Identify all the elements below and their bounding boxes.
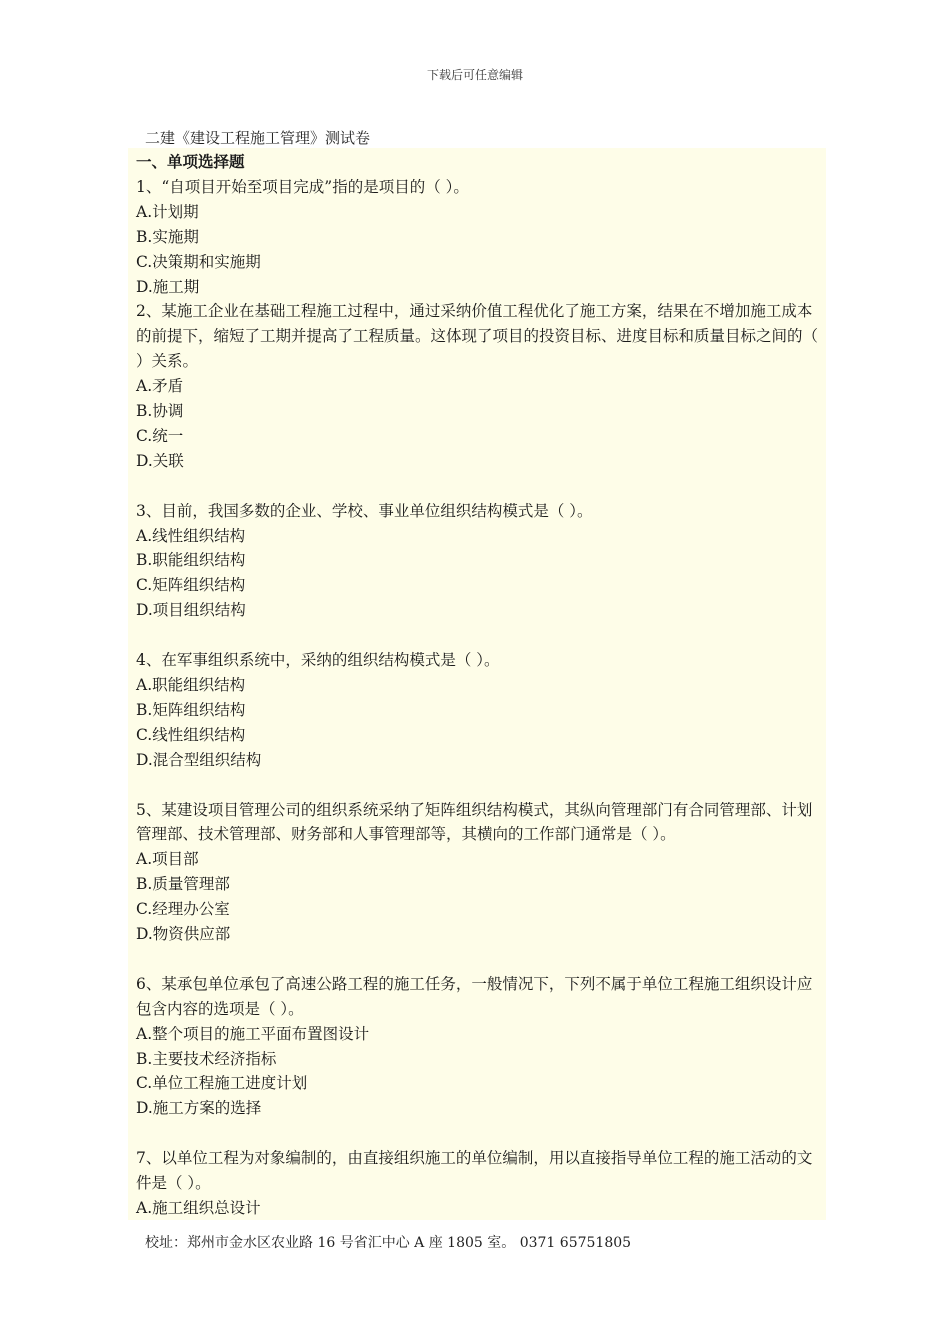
question-stem: 1、“自项目开始至项目完成”指的是项目的（ ）。 [136, 177, 469, 196]
option-b: B.质量管理部 [136, 875, 230, 894]
spacer [136, 773, 818, 798]
question-2 [136, 299, 818, 473]
question-7 [136, 1146, 818, 1221]
spacer [136, 947, 818, 972]
option-d: D.关联 [136, 451, 184, 470]
option-a: A.计划期 [136, 202, 199, 221]
option-c: C.线性组织结构 [136, 725, 246, 744]
question-stem: 4、在军事组织系统中，采纳的组织结构模式是（ ）。 [136, 651, 500, 670]
question-stem: 6、某承包单位承包了高速公路工程的施工任务，一般情况下，下列不属于单位工程施工组织设计应包含内容的选项是（ ）。 [136, 974, 813, 1018]
page-header: 下载后可任意编辑 [426, 68, 523, 82]
section-title: 一、单项选择题 [136, 152, 245, 171]
spacer [136, 1121, 818, 1146]
option-c: C.决策期和实施期 [136, 252, 261, 271]
question-content [128, 148, 826, 1220]
question-3 [136, 499, 818, 624]
option-c: C.经理办公室 [136, 900, 230, 919]
option-c: C.统一 [136, 426, 184, 445]
question-4 [136, 648, 818, 773]
option-a: A.项目部 [136, 850, 199, 869]
option-d: D.物资供应部 [136, 925, 231, 944]
spacer [136, 623, 818, 648]
option-b: B.协调 [136, 402, 184, 421]
question-5 [136, 798, 818, 947]
question-stem: 3、目前，我国多数的企业、学校、事业单位组织结构模式是（ ）。 [136, 501, 593, 520]
option-a: A.施工组织总设计 [136, 1198, 261, 1217]
option-b: B.职能组织结构 [136, 551, 246, 570]
option-b: B.矩阵组织结构 [136, 700, 246, 719]
option-d: D.混合型组织结构 [136, 750, 262, 769]
page-footer: 校址：郑州市金水区农业路 16 号省汇中心 A 座 1805 室。 0371 65751805 [145, 1235, 632, 1251]
option-c: C.矩阵组织结构 [136, 576, 246, 595]
option-d: D.项目组织结构 [136, 601, 246, 620]
option-d: D.施工期 [136, 277, 200, 296]
option-c: C.单位工程施工进度计划 [136, 1074, 308, 1093]
option-a: A.线性组织结构 [136, 526, 246, 545]
option-a: A.职能组织结构 [136, 676, 246, 694]
option-b: B.实施期 [136, 227, 199, 246]
document-title: 二建《建设工程施工管理》测试卷 [145, 129, 371, 147]
option-a: A.矛盾 [136, 377, 184, 396]
spacer [136, 474, 818, 499]
option-a: A.整个项目的施工平面布置图设计 [136, 1024, 370, 1043]
question-6 [136, 972, 818, 1121]
question-stem: 2、某施工企业在基础工程施工过程中，通过采纳价值工程优化了施工方案，结果在不增加施工成本的前提下，缩短了工期并提高了工程质量。这体现了项目的投资目标、进度目标和质量目标之间的（ ）关系。 [136, 302, 819, 371]
option-b: B.主要技术经济指标 [136, 1049, 277, 1068]
question-stem: 7、以单位工程为对象编制的，由直接组织施工的单位编制，用以直接指导单位工程的施工活动的文件是（ ）。 [136, 1149, 813, 1193]
question-stem: 5、某建设项目管理公司的组织系统采纳了矩阵组织结构模式，其纵向管理部门有合同管理部、计划管理部、技术管理部、财务部和人事管理部等，其横向的工作部门通常是（ ）。 [136, 800, 813, 844]
option-d: D.施工方案的选择 [136, 1099, 262, 1118]
question-1 [136, 175, 818, 300]
